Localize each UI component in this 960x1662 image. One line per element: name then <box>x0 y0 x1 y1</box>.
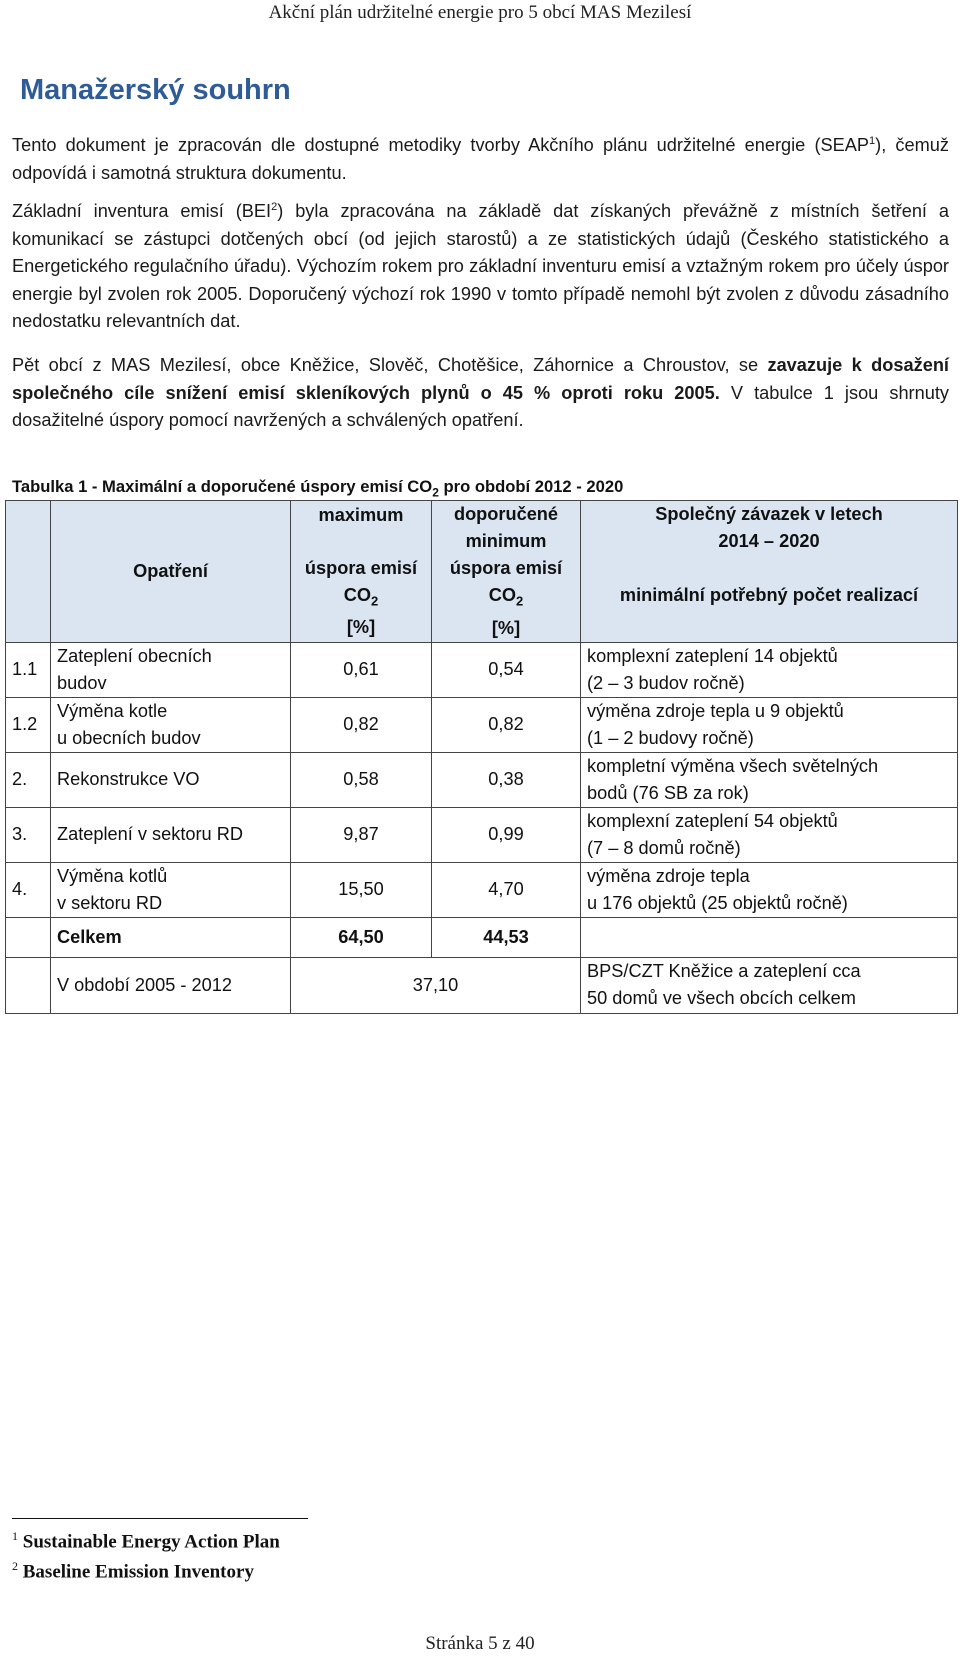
header-recommended-label-2: minimum <box>465 531 547 551</box>
row-recommended: 4,70 <box>432 862 581 917</box>
row-measure <box>51 697 291 752</box>
header-maximum-label: maximum <box>318 504 404 525</box>
row-number: 3. <box>6 807 51 862</box>
table-row <box>6 752 958 807</box>
row-measure <box>51 862 291 917</box>
footnote-2-text: Baseline Emission Inventory <box>22 1561 254 1583</box>
paragraph-commitment-text-b: V tabulce 1 jsou shrnuty dosažitelné úspory pomocí navržených a schválených opatření. <box>12 382 949 430</box>
row-number: 4. <box>6 862 51 917</box>
header-maximum-co-sub: 2 <box>371 593 379 609</box>
row-commitment-line-1: výměna zdroje tepla u 9 objektů <box>587 700 844 721</box>
row-commitment-line-1: komplexní zateplení 14 objektů <box>587 645 838 666</box>
row-recommended: 0,82 <box>432 697 581 752</box>
paragraph-inventory <box>12 198 949 336</box>
footnote-1-text: Sustainable Energy Action Plan <box>22 1531 280 1553</box>
footnote-1 <box>12 1524 280 1554</box>
total-recommended: 44,53 <box>432 917 581 957</box>
row-recommended: 0,54 <box>432 642 581 697</box>
header-commitment-label-3: minimální potřebný počet realizací <box>619 585 919 605</box>
header-recommended-label-1: doporučené <box>453 504 559 524</box>
row-commitment-line-1: výměna zdroje tepla <box>587 865 750 886</box>
row-maximum: 0,58 <box>291 752 432 807</box>
section-heading: Manažerský souhrn <box>20 74 291 106</box>
paragraph-inventory-text-b: ) byla zpracována na základě dat získaných převážně z místních šetření a komunikací se zástupci dotčených obcí (od jejich starostů) a ze statistických údajů (Českého statistického a Energetického regulačního úřadu). Výchozím rokem pro základní inventuru emisí a vztažným rokem pro účely úspor energie byl zvolen rok 2005. Doporučený výchozí rok 1990 v tomto případě nemohl být zvolen z důvodu zásadního nedostatku relevantních dat. <box>12 201 949 331</box>
row-measure <box>51 642 291 697</box>
row-measure-line-2: budov <box>57 672 107 693</box>
table-caption-period: pro období 2012 - 2020 <box>438 477 624 496</box>
header-commitment-label-1: Společný závazek v letech <box>655 504 883 524</box>
paragraph-commitment-bold: zavazuje k dosažení společného cíle snížení emisí skleníkových plynů o 45 % oproti roku 2005. <box>12 355 949 403</box>
row-commitment <box>581 752 958 807</box>
period-value: 37,10 <box>291 957 581 1013</box>
header-recommended-saving: úspora emisí <box>449 558 563 578</box>
header-maximum-spacer <box>297 529 425 555</box>
period-note-line-1: BPS/CZT Kněžice a zateplení cca <box>587 961 861 982</box>
row-maximum: 9,87 <box>291 807 432 862</box>
row-maximum: 0,61 <box>291 642 432 697</box>
period-note <box>581 957 958 1013</box>
table-header-row <box>6 501 958 643</box>
running-header: Akční plán udržitelné energie pro 5 obcí MAS Mezilesí <box>268 2 692 23</box>
row-measure: Zateplení v sektoru RD <box>51 807 291 862</box>
row-measure-line-1: Výměna kotle <box>57 700 168 721</box>
paragraph-intro <box>12 132 949 187</box>
savings-table <box>5 500 958 1014</box>
footnote-ref-1: 1 <box>869 134 876 147</box>
paragraph-intro-text-a: Tento dokument je zpracován dle dostupné metodiky tvorby Akčního plánu udržitelné energie (SEAP <box>12 135 870 155</box>
header-commitment-label-2: 2014 – 2020 <box>718 531 820 551</box>
header-recommended-co2 <box>438 582 574 615</box>
row-measure: Rekonstrukce VO <box>51 752 291 807</box>
period-label: V období 2005 - 2012 <box>51 957 291 1013</box>
total-maximum: 64,50 <box>291 917 432 957</box>
row-commitment <box>581 642 958 697</box>
row-commitment-line-2: (2 – 3 budov ročně) <box>587 672 745 693</box>
row-commitment-line-2: u 176 objektů (25 objektů ročně) <box>587 892 848 913</box>
period-number-cell <box>6 957 51 1013</box>
footnote-2-number: 2 <box>12 1559 18 1574</box>
table-caption-sub: 2 <box>432 485 439 500</box>
header-recommended-co-sub: 2 <box>516 593 524 609</box>
header-maximum <box>291 501 432 643</box>
row-recommended: 0,38 <box>432 752 581 807</box>
row-commitment <box>581 862 958 917</box>
paragraph-commitment-text-a: Pět obcí z MAS Mezilesí, obce Kněžice, Slověč, Chotěšice, Záhornice a Chroustov, se <box>12 355 768 375</box>
row-commitment-line-2: (7 – 8 domů ročně) <box>587 837 741 858</box>
row-measure-line-1: Zateplení obecních <box>57 645 212 666</box>
header-maximum-co: CO <box>343 584 372 605</box>
table-row <box>6 697 958 752</box>
table-row <box>6 642 958 697</box>
row-measure-line-2: v sektoru RD <box>57 892 163 913</box>
header-measure: Opatření <box>51 501 291 643</box>
row-number: 1.1 <box>6 642 51 697</box>
row-commitment-line-2: bodů (76 SB za rok) <box>587 782 749 803</box>
row-maximum: 15,50 <box>291 862 432 917</box>
total-number-cell <box>6 917 51 957</box>
row-maximum: 0,82 <box>291 697 432 752</box>
table-row <box>6 807 958 862</box>
header-commitment-spacer <box>587 555 951 582</box>
row-commitment-line-1: kompletní výměna všech světelných <box>587 755 879 776</box>
header-maximum-saving: úspora emisí <box>304 557 418 578</box>
row-commitment-line-1: komplexní zateplení 54 objektů <box>587 810 838 831</box>
footnote-1-number: 1 <box>12 1529 18 1543</box>
header-recommended-unit: [%] <box>491 617 521 638</box>
table-caption-text: Tabulka 1 - Maximální a doporučené úspory emisí CO <box>12 477 433 496</box>
row-measure-line-1: Výměna kotlů <box>57 865 168 886</box>
total-commitment-cell <box>581 917 958 957</box>
footnote-ref-2: 2 <box>271 200 278 213</box>
paragraph-intro-text-b: ), čemuž odpovídá i samotná struktura dokumentu. <box>12 135 949 183</box>
row-commitment-line-2: (1 – 2 budovy ročně) <box>587 727 754 748</box>
row-number: 1.2 <box>6 697 51 752</box>
header-commitment <box>581 501 958 643</box>
header-maximum-co2 <box>297 582 425 615</box>
header-num-cell <box>6 501 51 643</box>
table-caption <box>12 477 623 499</box>
row-measure-line-2: u obecních budov <box>57 727 201 748</box>
table-period-row <box>6 957 958 1013</box>
table-row <box>6 862 958 917</box>
paragraph-inventory-text-a: Základní inventura emisí (BEI <box>12 201 272 221</box>
row-recommended: 0,99 <box>432 807 581 862</box>
footnotes <box>12 1524 280 1585</box>
period-note-line-2: 50 domů ve všech obcích celkem <box>587 988 856 1009</box>
header-maximum-unit: [%] <box>346 617 376 638</box>
footnote-2 <box>12 1554 280 1584</box>
row-commitment <box>581 807 958 862</box>
table-total-row <box>6 917 958 957</box>
total-label: Celkem <box>51 917 291 957</box>
row-number: 2. <box>6 752 51 807</box>
row-commitment <box>581 697 958 752</box>
footnote-separator <box>12 1518 308 1519</box>
paragraph-commitment <box>12 352 949 435</box>
header-recommended <box>432 501 581 643</box>
header-recommended-co: CO <box>488 585 517 605</box>
page-number: Stránka 5 z 40 <box>425 1633 535 1654</box>
